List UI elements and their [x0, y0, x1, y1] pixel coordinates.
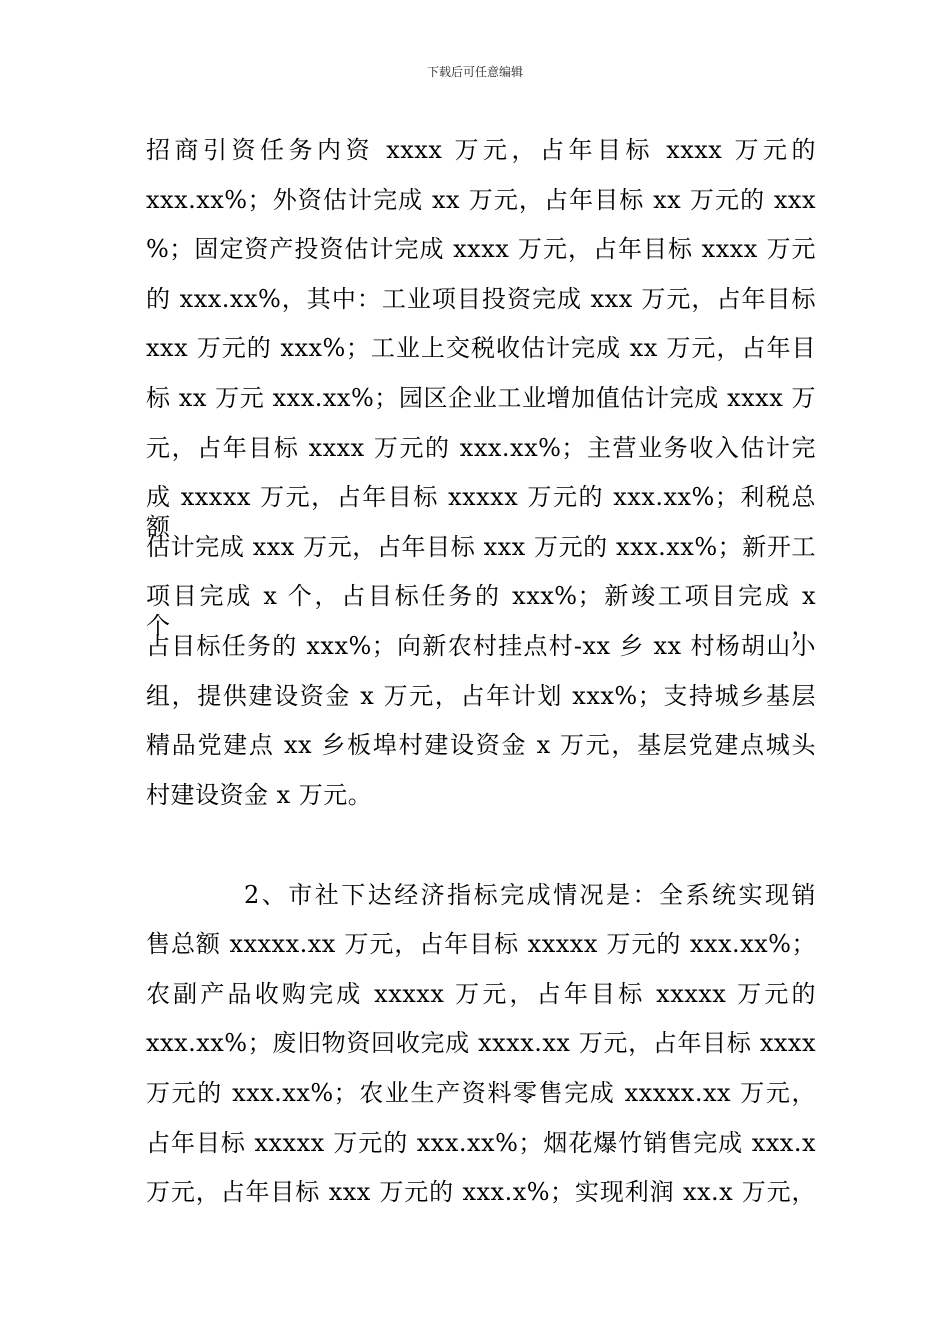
paragraph-line: 元，占年目标 xxxx 万元的 xxx.xx%；主营业务收入估计完: [146, 434, 816, 462]
page-header: 下载后可任意编辑: [426, 65, 523, 79]
paragraph-line: 成 xxxxx 万元，占年目标 xxxxx 万元的 xxx.xx%；利税总额: [146, 483, 816, 541]
paragraph-line: 的 xxx.xx%，其中：工业项目投资完成 xxx 万元，占年目标: [146, 285, 816, 313]
paragraph-line: 万元，占年目标 xxx 万元的 xxx.x%；实现利润 xx.x 万元，: [146, 1178, 816, 1206]
paragraph-line: 项目完成 x 个，占目标任务的 xxx%；新竣工项目完成 x 个，: [146, 582, 816, 640]
paragraph-line: 万元的 xxx.xx%；农业生产资料零售完成 xxxxx.xx 万元，: [146, 1079, 816, 1107]
paragraph-line: xxx 万元的 xxx%；工业上交税收估计完成 xx 万元，占年目: [146, 334, 816, 362]
paragraph-line: 农副产品收购完成 xxxxx 万元，占年目标 xxxxx 万元的: [146, 980, 816, 1008]
paragraph-line: %；固定资产投资估计完成 xxxx 万元，占年目标 xxxx 万元: [146, 235, 816, 263]
paragraph-line: xxx.xx%；废旧物资回收完成 xxxx.xx 万元，占年目标 xxxx: [146, 1029, 816, 1057]
paragraph-line: 精品党建点 xx 乡板埠村建设资金 x 万元，基层党建点城头: [146, 731, 816, 759]
paragraph-line: 占目标任务的 xxx%；向新农村挂点村-xx 乡 xx 村杨胡山小: [146, 632, 816, 660]
paragraph-line: 2、市社下达经济指标完成情况是：全系统实现销: [244, 881, 816, 909]
paragraph-line: 售总额 xxxxx.xx 万元，占年目标 xxxxx 万元的 xxx.xx%；: [146, 930, 816, 958]
paragraph-line: 标 xx 万元 xxx.xx%；园区企业工业增加值估计完成 xxxx 万: [146, 384, 816, 412]
paragraph-line: xxx.xx%；外资估计完成 xx 万元，占年目标 xx 万元的 xxx: [146, 186, 816, 214]
paragraph-line: 组，提供建设资金 x 万元，占年计划 xxx%；支持城乡基层: [146, 682, 816, 710]
paragraph-line: 估计完成 xxx 万元，占年目标 xxx 万元的 xxx.xx%；新开工: [146, 533, 816, 561]
paragraph-line: 招商引资任务内资 xxxx 万元，占年目标 xxxx 万元的: [146, 136, 816, 164]
paragraph-line: 占年目标 xxxxx 万元的 xxx.xx%；烟花爆竹销售完成 xxx.x: [146, 1129, 816, 1157]
paragraph-line: 村建设资金 x 万元。: [146, 781, 373, 809]
